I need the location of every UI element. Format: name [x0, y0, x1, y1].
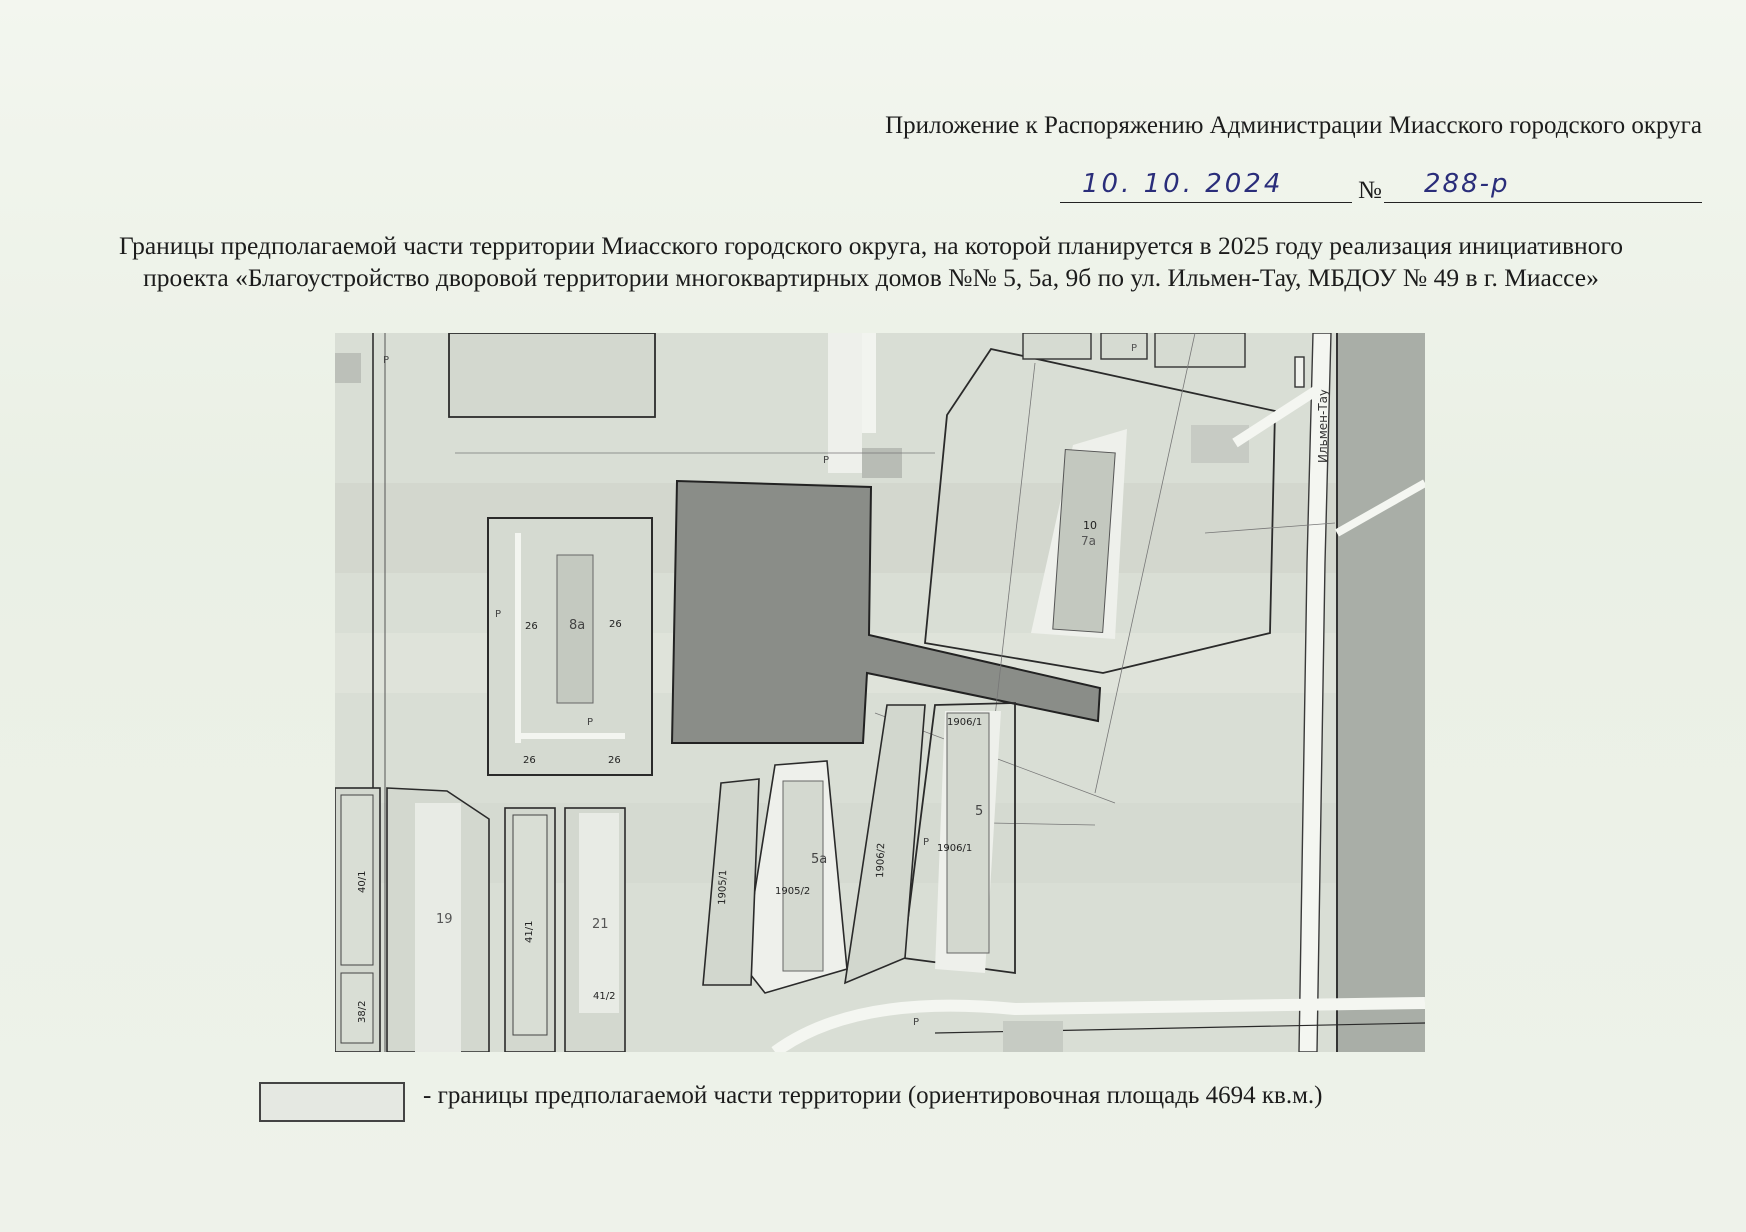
map-canvas — [335, 333, 1425, 1052]
building-5a — [783, 781, 823, 971]
parcel-label-1906-1-top: 1906/1 — [947, 717, 983, 728]
building-19-label: 19 — [436, 912, 453, 927]
lot-label-8a-ne: 26 — [609, 619, 622, 630]
parcel-label-1905-2: 1905/2 — [775, 886, 811, 897]
parcel-label-1906-2: 1906/2 — [875, 842, 888, 879]
date-underline — [1060, 202, 1352, 203]
appendix-heading: Приложение к Распоряжению Администрации Миасского городского округа — [885, 112, 1702, 139]
decree-number-label: № — [1358, 177, 1382, 204]
parcel-label-40-1: 40/1 — [357, 870, 368, 893]
parcel-top-1 — [1023, 333, 1091, 359]
parking-label-south: P — [913, 1017, 920, 1028]
parcel-label-38-2: 38/2 — [357, 1000, 368, 1023]
building-5-label: 5 — [975, 804, 984, 819]
decree-number: 288-р — [1424, 169, 1510, 199]
building-8a-label: 8a — [569, 618, 586, 633]
north-driveway-2 — [862, 333, 876, 433]
lot-label-8a-sw: 26 — [523, 755, 536, 766]
parking-label-5: P — [923, 837, 930, 848]
lot-label-8a-nw: 26 — [525, 621, 538, 632]
building-21 — [579, 813, 619, 1013]
kiosk — [1295, 357, 1304, 387]
parcel-top-2 — [1101, 333, 1147, 359]
lot-label-8a-se: 26 — [608, 755, 621, 766]
parking-label-west: P — [383, 355, 390, 366]
path-8a-west — [515, 533, 521, 743]
building-19 — [415, 803, 461, 1052]
building-7a-label: 7a — [1081, 534, 1096, 548]
parcel-label-1905-1: 1905/1 — [717, 869, 730, 906]
north-driveway-shadow — [862, 448, 902, 478]
building-21-label: 21 — [592, 917, 609, 932]
cadastral-map — [335, 333, 1425, 1052]
building-5a-label: 5a — [811, 852, 828, 867]
building-south — [1003, 1021, 1063, 1052]
decree-date: 10. 10. 2024 — [1082, 169, 1284, 199]
parcel-label-41-1: 41/1 — [524, 920, 535, 943]
building-10-number: 10 — [1083, 519, 1097, 532]
number-underline — [1384, 202, 1702, 203]
building-nw — [449, 333, 655, 417]
parking-label-8a: P — [495, 609, 502, 620]
legend-text: - границы предполагаемой части территории (ориентировочная площадь 4694 кв.м.) — [423, 1082, 1323, 1109]
parcel-top-3 — [1155, 333, 1245, 367]
east-block-area — [1337, 333, 1425, 1052]
north-driveway — [828, 333, 862, 473]
parking-label-top: P — [1131, 343, 1138, 354]
decree-date-number-line — [1060, 169, 1702, 205]
parcel-label-41-2: 41/2 — [593, 991, 616, 1002]
map-legend — [259, 1082, 1719, 1126]
legend-swatch — [259, 1082, 405, 1122]
street-label: Ильмен-Тау — [1316, 388, 1330, 463]
path-8a-south — [515, 733, 625, 739]
building-5 — [947, 713, 989, 953]
west-strip — [335, 353, 361, 383]
parking-label-north: P — [823, 455, 830, 466]
document-title: Границы предполагаемой части территории Миасского городского округа, на которой планируется в 2025 году реализация инициативного проекта «Благоустройство дворовой территории многоквартирных домов №№ 5, 5а, 9б по ул. Ильмен-Тау, МБДОУ № 49 в г. Миассе» — [118, 231, 1624, 292]
parcel-label-1906-1-mid: 1906/1 — [937, 843, 973, 854]
parking-label-8a-south: P — [587, 717, 594, 728]
